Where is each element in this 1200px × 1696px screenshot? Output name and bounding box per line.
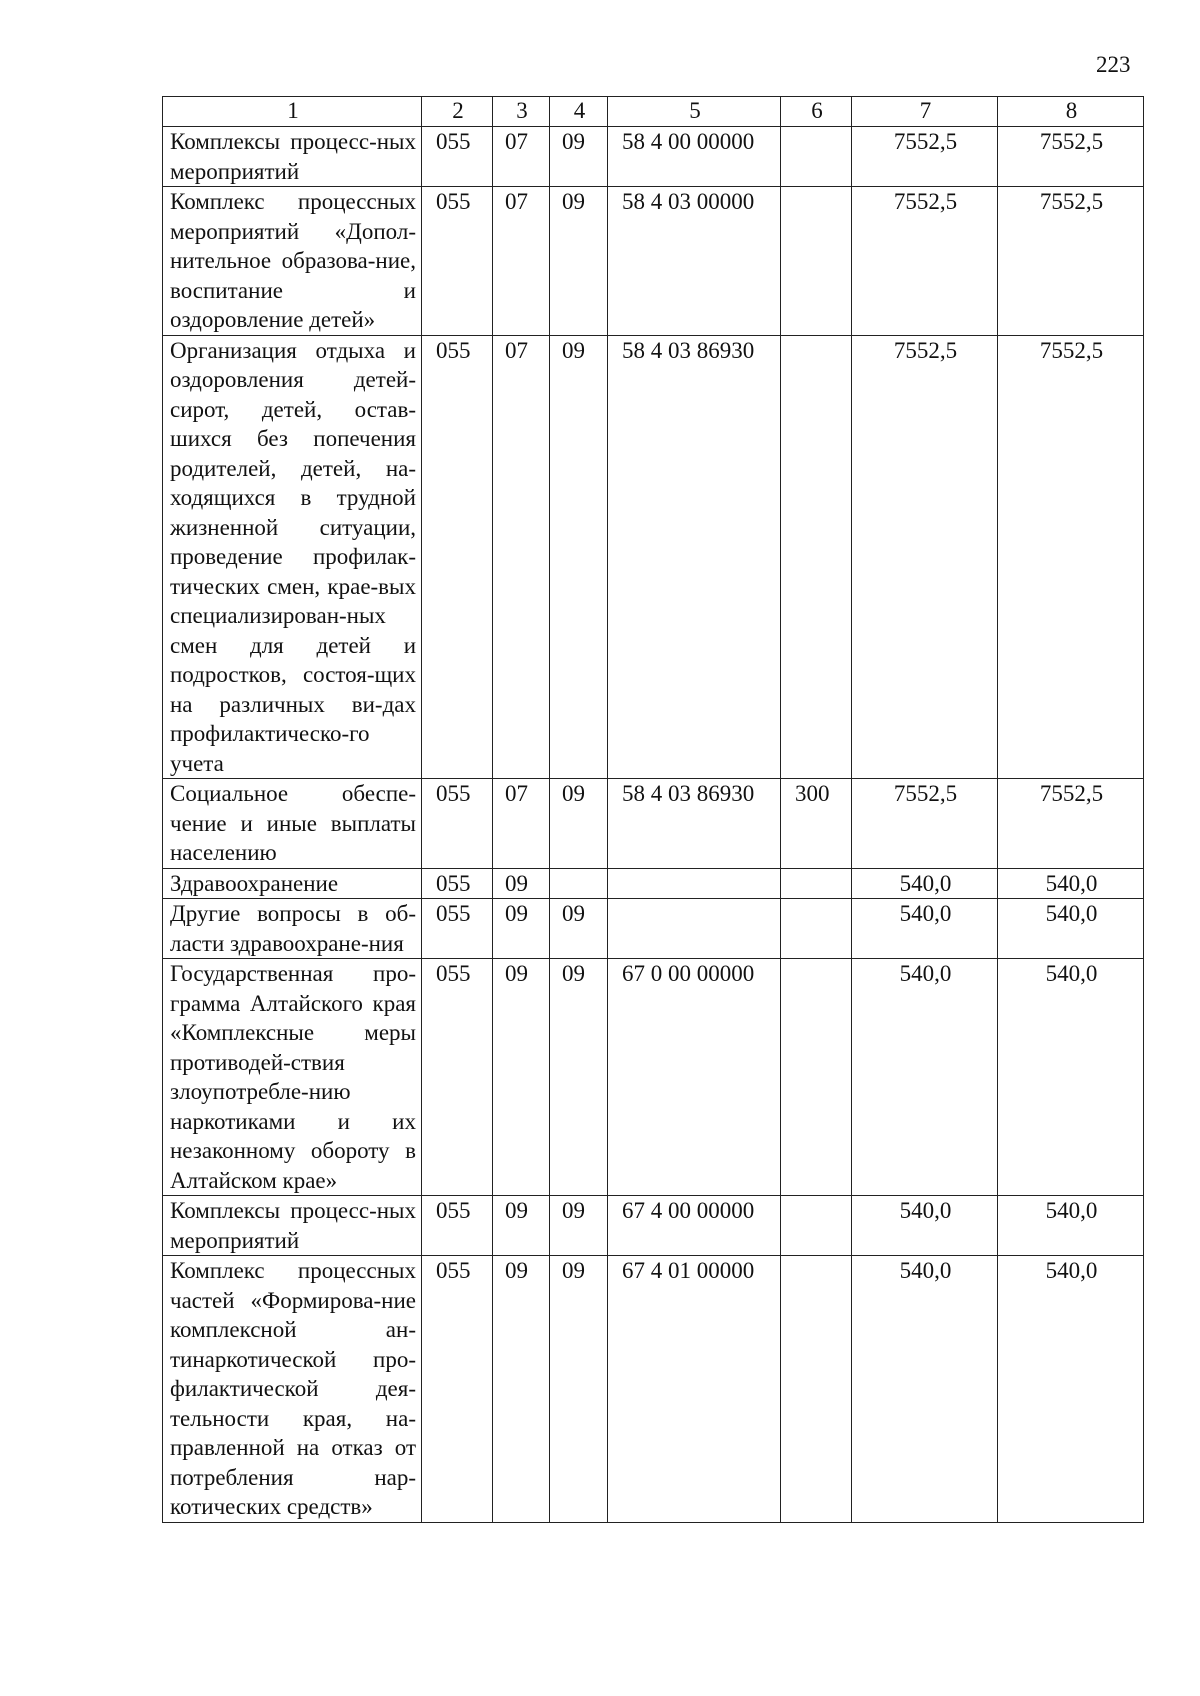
row-name: Организация отдыха и оздоровления детей-сирот, детей, остав-шихся без попечения родителей, детей, на-ходящихся в трудной жизненной ситуации, проведение профилак-тических смен, крае-вых специализирован-ных смен для детей и подростков, состоя-щих на различных ви-дах профилактическо-го учета [163, 335, 422, 779]
row-name: Комплексы процесс-ных мероприятий [163, 1196, 422, 1256]
cell-amount-1: 540,0 [852, 899, 998, 959]
cell-amount-1: 7552,5 [852, 187, 998, 336]
cell-expense-type [781, 1256, 852, 1523]
cell-amount-2: 7552,5 [998, 335, 1144, 779]
cell-amount-2: 540,0 [998, 899, 1144, 959]
cell-expense-type [781, 127, 852, 187]
cell-section: 07 [493, 187, 550, 336]
cell-target-article: 67 4 01 00000 [608, 1256, 781, 1523]
cell-amount-1: 540,0 [852, 959, 998, 1196]
cell-target-article: 58 4 00 00000 [608, 127, 781, 187]
cell-target-article: 58 4 03 00000 [608, 187, 781, 336]
column-header: 1 [163, 97, 422, 127]
table-row [163, 127, 1144, 187]
column-header: 8 [998, 97, 1144, 127]
column-header: 4 [550, 97, 608, 127]
cell-expense-type [781, 868, 852, 899]
table-row [163, 1256, 1144, 1523]
column-header: 3 [493, 97, 550, 127]
table-row [163, 187, 1144, 336]
cell-section: 07 [493, 127, 550, 187]
cell-ministry-code: 055 [422, 335, 493, 779]
cell-amount-2: 7552,5 [998, 779, 1144, 869]
table-row [163, 899, 1144, 959]
table-row [163, 868, 1144, 899]
cell-amount-1: 540,0 [852, 868, 998, 899]
row-name: Комплекс процессных мероприятий «Допол-нительное образова-ние, воспитание и оздоровление детей» [163, 187, 422, 336]
cell-amount-2: 540,0 [998, 1196, 1144, 1256]
table-row [163, 959, 1144, 1196]
column-header: 5 [608, 97, 781, 127]
cell-section: 09 [493, 899, 550, 959]
table-row [163, 335, 1144, 779]
table-row [163, 1196, 1144, 1256]
cell-subsection: 09 [550, 899, 608, 959]
cell-target-article: 58 4 03 86930 [608, 335, 781, 779]
budget-table [162, 96, 1144, 1523]
cell-amount-2: 540,0 [998, 1256, 1144, 1523]
cell-expense-type [781, 899, 852, 959]
cell-ministry-code: 055 [422, 779, 493, 869]
cell-amount-1: 7552,5 [852, 127, 998, 187]
cell-target-article [608, 868, 781, 899]
cell-section: 07 [493, 779, 550, 869]
cell-expense-type [781, 335, 852, 779]
cell-ministry-code: 055 [422, 899, 493, 959]
cell-ministry-code: 055 [422, 1256, 493, 1523]
cell-expense-type [781, 187, 852, 336]
cell-subsection: 09 [550, 335, 608, 779]
cell-section: 09 [493, 868, 550, 899]
header-row [163, 97, 1144, 127]
cell-target-article [608, 899, 781, 959]
cell-ministry-code: 055 [422, 868, 493, 899]
cell-amount-2: 7552,5 [998, 187, 1144, 336]
cell-amount-1: 7552,5 [852, 335, 998, 779]
row-name: Комплекс процессных частей «Формирова-ние комплексной ан-тинаркотической про-филактической дея-тельности края, на-правленной на отказ от потребления нар-котических средств» [163, 1256, 422, 1523]
page-number: 223 [1096, 52, 1131, 77]
cell-expense-type: 300 [781, 779, 852, 869]
cell-ministry-code: 055 [422, 127, 493, 187]
cell-ministry-code: 055 [422, 1196, 493, 1256]
column-header: 6 [781, 97, 852, 127]
cell-amount-2: 540,0 [998, 959, 1144, 1196]
cell-section: 07 [493, 335, 550, 779]
cell-expense-type [781, 1196, 852, 1256]
row-name: Здравоохранение [163, 868, 422, 899]
row-name: Государственная про-грамма Алтайского края «Комплексные меры противодей-ствия злоупотребле-нию наркотиками и их незаконному обороту в Алтайском крае» [163, 959, 422, 1196]
cell-subsection: 09 [550, 1256, 608, 1523]
cell-amount-2: 7552,5 [998, 127, 1144, 187]
cell-amount-1: 540,0 [852, 1256, 998, 1523]
cell-amount-1: 540,0 [852, 1196, 998, 1256]
cell-subsection: 09 [550, 959, 608, 1196]
cell-subsection: 09 [550, 187, 608, 336]
row-name: Другие вопросы в об-ласти здравоохране-ния [163, 899, 422, 959]
row-name: Комплексы процесс-ных мероприятий [163, 127, 422, 187]
cell-subsection: 09 [550, 1196, 608, 1256]
cell-section: 09 [493, 1196, 550, 1256]
cell-subsection: 09 [550, 779, 608, 869]
cell-expense-type [781, 959, 852, 1196]
table-row [163, 779, 1144, 869]
cell-amount-1: 7552,5 [852, 779, 998, 869]
cell-amount-2: 540,0 [998, 868, 1144, 899]
cell-target-article: 67 4 00 00000 [608, 1196, 781, 1256]
cell-subsection [550, 868, 608, 899]
cell-ministry-code: 055 [422, 187, 493, 336]
column-header: 2 [422, 97, 493, 127]
cell-subsection: 09 [550, 127, 608, 187]
cell-ministry-code: 055 [422, 959, 493, 1196]
cell-target-article: 58 4 03 86930 [608, 779, 781, 869]
column-header: 7 [852, 97, 998, 127]
cell-section: 09 [493, 1256, 550, 1523]
cell-target-article: 67 0 00 00000 [608, 959, 781, 1196]
cell-section: 09 [493, 959, 550, 1196]
row-name: Социальное обеспе-чение и иные выплаты населению [163, 779, 422, 869]
